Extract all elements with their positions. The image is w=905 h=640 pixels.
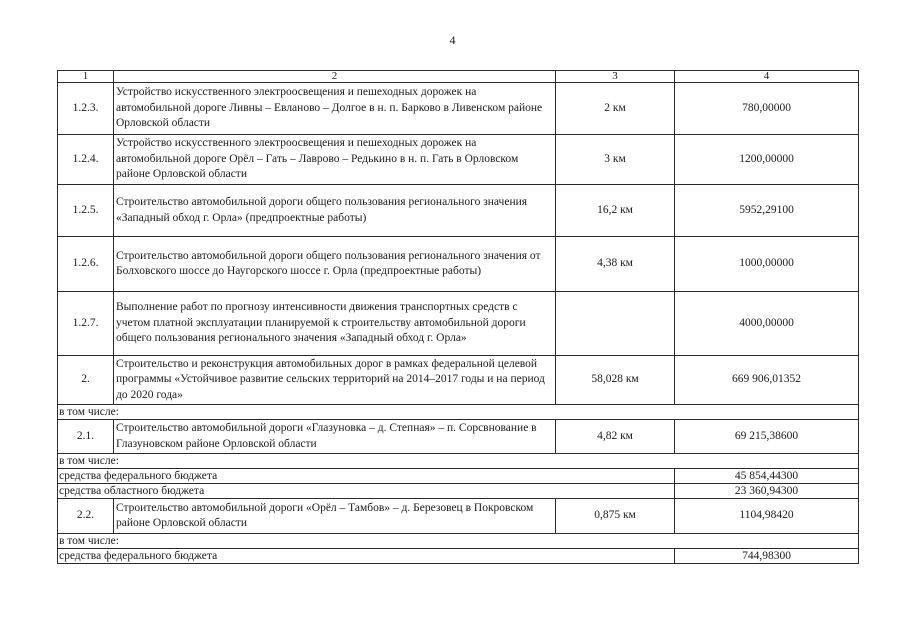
row-id: 1.2.3. (58, 83, 114, 135)
row-description: Строительство автомобильной дороги «Глазуновка – д. Степная» – п. Сорсвнование в Глазуновском районе Орловской области (114, 420, 556, 454)
row-id: 1.2.7. (58, 292, 114, 356)
budget-label: средства федерального бюджета (58, 549, 675, 564)
budget-row (58, 484, 859, 499)
table-row (58, 135, 859, 185)
row-amount: 5952,29100 (675, 185, 859, 237)
table-row (58, 83, 859, 135)
row-id: 2. (58, 356, 114, 405)
row-amount: 780,00000 (675, 83, 859, 135)
including-row (58, 405, 859, 420)
budget-amount: 23 360,94300 (675, 484, 859, 499)
table-header-row (58, 71, 859, 83)
table-row (58, 499, 859, 534)
row-amount: 1104,98420 (675, 499, 859, 534)
row-quantity: 4,82 км (556, 420, 675, 454)
header-col-4: 4 (675, 71, 859, 83)
row-quantity: 0,875 км (556, 499, 675, 534)
budget-amount: 744,98300 (675, 549, 859, 564)
budget-label: средства областного бюджета (58, 484, 675, 499)
budget-row (58, 469, 859, 484)
including-label: в том числе: (58, 534, 859, 549)
row-quantity: 4,38 км (556, 237, 675, 292)
page-number: 4 (449, 33, 456, 47)
row-amount: 69 215,38600 (675, 420, 859, 454)
row-description: Строительство и реконструкция автомобильных дорог в рамках федеральной целевой программы «Устойчивое развитие сельских территорий на 2014–2017 годы и на период до 2020 года» (114, 356, 556, 405)
row-description: Строительство автомобильной дороги общего пользования регионального значения «Западный обход г. Орла» (предпроектные работы) (114, 185, 556, 237)
row-amount: 4000,00000 (675, 292, 859, 356)
row-description: Строительство автомобильной дороги «Орёл – Тамбов» – д. Березовец в Покровском районе Орловской области (114, 499, 556, 534)
budget-label: средства федерального бюджета (58, 469, 675, 484)
row-quantity: 3 км (556, 135, 675, 185)
row-description: Выполнение работ по прогнозу интенсивности движения транспортных средств с учетом платной эксплуатации планируемой к строительству автомобильной дороги общего пользования регионального значения «Западный обход г. Орла» (114, 292, 556, 356)
row-amount: 1000,00000 (675, 237, 859, 292)
program-table (57, 70, 859, 564)
including-row (58, 454, 859, 469)
row-quantity (556, 292, 675, 356)
row-quantity: 2 км (556, 83, 675, 135)
row-id: 2.2. (58, 499, 114, 534)
row-description: Устройство искусственного электроосвещения и пешеходных дорожек на автомобильной дороге Орёл – Гать – Лаврово – Редькино в н. п. Гать в Орловском районе Орловской области (114, 135, 556, 185)
budget-amount: 45 854,44300 (675, 469, 859, 484)
row-description: Устройство искусственного электроосвещения и пешеходных дорожек на автомобильной дороге Ливны – Евланово – Долгое в н. п. Барково в Ливенском районе Орловской области (114, 83, 556, 135)
row-quantity: 58,028 км (556, 356, 675, 405)
budget-row (58, 549, 859, 564)
table-row (58, 237, 859, 292)
row-id: 2.1. (58, 420, 114, 454)
header-col-1: 1 (58, 71, 114, 83)
row-id: 1.2.4. (58, 135, 114, 185)
table-row (58, 185, 859, 237)
including-label: в том числе: (58, 405, 859, 420)
including-label: в том числе: (58, 454, 859, 469)
header-col-3: 3 (556, 71, 675, 83)
row-description: Строительство автомобильной дороги общего пользования регионального значения от Болховского шоссе до Наугорского шоссе г. Орла (предпроектные работы) (114, 237, 556, 292)
row-amount: 669 906,01352 (675, 356, 859, 405)
table-row (58, 356, 859, 405)
row-id: 1.2.6. (58, 237, 114, 292)
header-col-2: 2 (114, 71, 556, 83)
row-amount: 1200,00000 (675, 135, 859, 185)
table-row (58, 420, 859, 454)
table-row (58, 292, 859, 356)
row-id: 1.2.5. (58, 185, 114, 237)
row-quantity: 16,2 км (556, 185, 675, 237)
including-row (58, 534, 859, 549)
